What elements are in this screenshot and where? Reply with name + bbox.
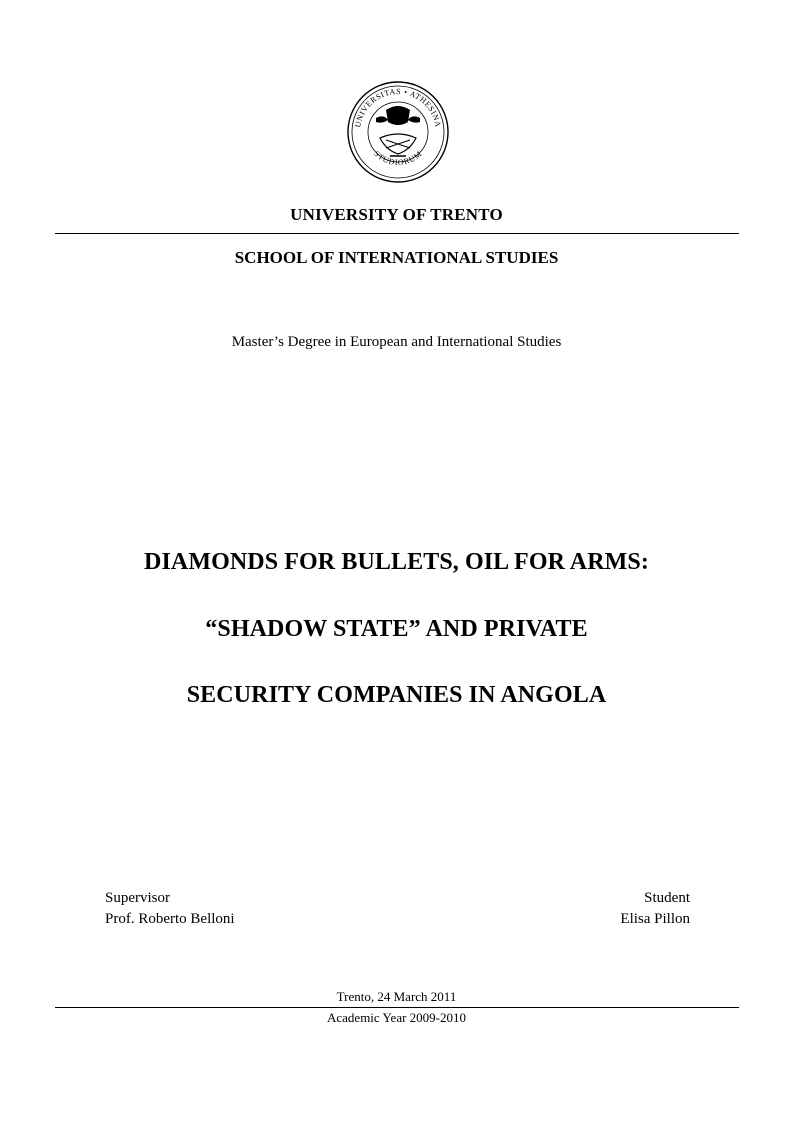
svg-text:STUDIORUM	[372, 149, 424, 167]
university-name: UNIVERSITY OF TRENTO	[290, 205, 503, 224]
seal-text-bottom: STUDIORUM	[372, 148, 424, 168]
footer-divider	[55, 1007, 739, 1008]
supervisor-name: Prof. Roberto Belloni	[105, 911, 235, 927]
thesis-title-line-2: “SHADOW STATE” AND PRIVATE	[205, 616, 588, 642]
thesis-title-line-1: DIAMONDS FOR BULLETS, OIL FOR ARMS:	[144, 549, 649, 575]
place-and-date: Trento, 24 March 2011	[336, 989, 457, 1004]
academic-year: Academic Year 2009-2010	[327, 1010, 466, 1025]
university-seal-icon	[346, 80, 450, 184]
student-label: Student	[644, 890, 690, 906]
header-divider	[55, 233, 739, 234]
school-name: SCHOOL OF INTERNATIONAL STUDIES	[234, 248, 559, 267]
thesis-title-line-3: SECURITY COMPANIES IN ANGOLA	[186, 682, 607, 708]
seal-text-top: UNIVERSITAS • ATHESINA	[353, 86, 443, 129]
student-name: Elisa Pillon	[620, 911, 690, 927]
degree-program: Master’s Degree in European and International Studies	[231, 334, 562, 350]
supervisor-label: Supervisor	[105, 890, 170, 906]
